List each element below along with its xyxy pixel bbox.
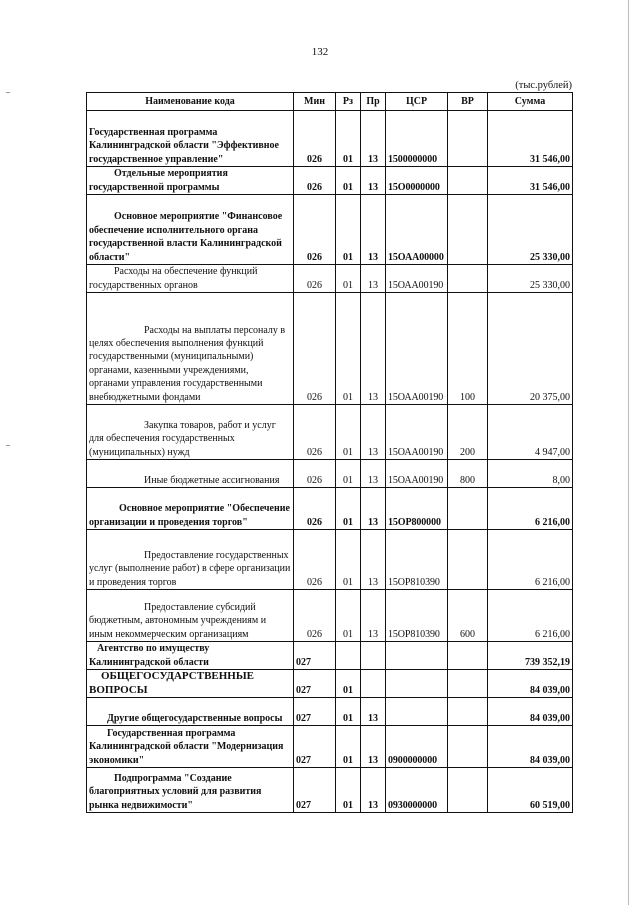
row-vr: 200 [448,405,488,460]
table-row [87,111,573,167]
row-csr: 15ОР810390 [386,530,448,590]
row-rz: 01 [336,768,361,813]
row-vr [448,530,488,590]
column-header-rz: Рз [336,93,361,111]
row-min: 026 [294,590,336,642]
column-header-vr: ВР [448,93,488,111]
row-sum: 84 039,00 [488,698,573,726]
row-name: Иные бюджетные ассигнования [87,460,294,488]
row-pr: 13 [361,590,386,642]
row-sum: 6 216,00 [488,590,573,642]
page-number: 132 [311,46,329,58]
row-vr [448,111,488,167]
row-pr: 13 [361,530,386,590]
row-rz: 01 [336,488,361,530]
column-header-csr: ЦСР [386,93,448,111]
table-row [87,590,573,642]
row-rz: 01 [336,265,361,293]
table-row [87,293,573,405]
table-row [87,460,573,488]
row-min: 027 [294,698,336,726]
row-rz: 01 [336,293,361,405]
row-rz: 01 [336,167,361,195]
row-vr: 800 [448,460,488,488]
row-sum: 31 546,00 [488,167,573,195]
row-rz: 01 [336,530,361,590]
table-row [87,488,573,530]
table-row [87,768,573,813]
row-vr [448,698,488,726]
row-vr [448,195,488,265]
row-pr: 13 [361,111,386,167]
table-row [87,265,573,293]
row-pr: 13 [361,195,386,265]
row-min: 026 [294,530,336,590]
row-sum: 60 519,00 [488,768,573,813]
row-rz: 01 [336,726,361,768]
row-csr: 15ОАА00190 [386,405,448,460]
row-rz: 01 [336,460,361,488]
row-csr: 15ОАА00190 [386,265,448,293]
row-sum: 4 947,00 [488,405,573,460]
row-min: 026 [294,111,336,167]
row-pr: 13 [361,405,386,460]
row-csr: 15ОР810390 [386,590,448,642]
row-vr [448,642,488,670]
scan-edge-line [628,0,629,905]
row-min: 026 [294,460,336,488]
column-header-name: Наименование кода [87,93,294,111]
row-vr [448,167,488,195]
row-rz [336,642,361,670]
row-pr: 13 [361,768,386,813]
column-header-min: Мин [294,93,336,111]
row-name: Основное мероприятие "Обеспечение организации и проведения торгов" [87,488,294,530]
table-row [87,530,573,590]
row-name: Отдельные мероприятия государственной программы [87,167,294,195]
units-label: (тыс.рублей) [515,80,572,91]
row-sum: 8,00 [488,460,573,488]
row-csr [386,670,448,698]
row-name: ОБЩЕГОСУДАРСТВЕННЫЕ ВОПРОСЫ [87,670,294,698]
row-csr: 15О0000000 [386,167,448,195]
table-row [87,726,573,768]
row-min: 026 [294,488,336,530]
row-pr [361,642,386,670]
row-sum: 25 330,00 [488,265,573,293]
row-sum: 84 039,00 [488,670,573,698]
budget-table [86,92,573,813]
table-row [87,642,573,670]
row-name: Предоставление государственных услуг (выполнение работ) в сфере организации и проведения торгов [87,530,294,590]
row-pr: 13 [361,726,386,768]
row-csr: 15ОАА00190 [386,460,448,488]
row-csr: 0930000000 [386,768,448,813]
row-vr [448,670,488,698]
row-name: Закупка товаров, работ и услуг для обеспечения государственных (муниципальных) нужд [87,405,294,460]
row-sum: 84 039,00 [488,726,573,768]
row-name: Предоставление субсидий бюджетным, автономным учреждениям и иным некоммерческим организациям [87,590,294,642]
row-name: Расходы на обеспечение функций государственных органов [87,265,294,293]
row-name: Подпрограмма "Создание благоприятных условий для развития рынка недвижимости" [87,768,294,813]
row-name: Государственная программа Калининградской области "Модернизация экономики" [87,726,294,768]
row-pr [361,670,386,698]
row-name: Расходы на выплаты персоналу в целях обеспечения выполнения функций государственными (муниципальными) органами, казенными учреждениями, органами управления государственными внебюджетными фондами [87,293,294,405]
row-sum: 6 216,00 [488,530,573,590]
row-rz: 01 [336,590,361,642]
row-pr: 13 [361,265,386,293]
row-min: 027 [294,642,336,670]
row-sum: 25 330,00 [488,195,573,265]
row-rz: 01 [336,698,361,726]
table-row [87,698,573,726]
margin-mark [6,92,10,93]
row-min: 027 [294,726,336,768]
row-rz: 01 [336,195,361,265]
row-sum: 20 375,00 [488,293,573,405]
row-name: Другие общегосударственные вопросы [87,698,294,726]
row-name: Государственная программа Калининградской области "Эффективное государственное управление" [87,111,294,167]
row-vr: 600 [448,590,488,642]
row-vr [448,488,488,530]
row-min: 026 [294,195,336,265]
row-min: 026 [294,265,336,293]
table-row [87,167,573,195]
row-pr: 13 [361,167,386,195]
row-vr [448,265,488,293]
row-rz: 01 [336,405,361,460]
row-pr: 13 [361,460,386,488]
row-csr: 1500000000 [386,111,448,167]
row-pr: 13 [361,488,386,530]
row-csr: 15ОАА00000 [386,195,448,265]
row-vr [448,768,488,813]
row-csr: 15ОАА00190 [386,293,448,405]
row-min: 026 [294,405,336,460]
row-sum: 6 216,00 [488,488,573,530]
row-rz: 01 [336,670,361,698]
row-name: Агентство по имуществу Калининградской области [87,642,294,670]
row-pr: 13 [361,698,386,726]
row-csr: 0900000000 [386,726,448,768]
row-vr [448,726,488,768]
row-name: Основное мероприятие "Финансовое обеспечение исполнительного органа государственной власти Калининградской области" [87,195,294,265]
row-vr: 100 [448,293,488,405]
row-min: 027 [294,768,336,813]
row-sum: 739 352,19 [488,642,573,670]
row-csr [386,642,448,670]
table-row [87,405,573,460]
margin-mark [6,445,10,446]
row-pr: 13 [361,293,386,405]
row-min: 026 [294,167,336,195]
row-csr [386,698,448,726]
table-header-row [87,93,573,111]
row-min: 027 [294,670,336,698]
table-row [87,670,573,698]
column-header-pr: Пр [361,93,386,111]
row-csr: 15ОР800000 [386,488,448,530]
column-header-sum: Сумма [488,93,573,111]
row-sum: 31 546,00 [488,111,573,167]
row-min: 026 [294,293,336,405]
row-rz: 01 [336,111,361,167]
table-row [87,195,573,265]
